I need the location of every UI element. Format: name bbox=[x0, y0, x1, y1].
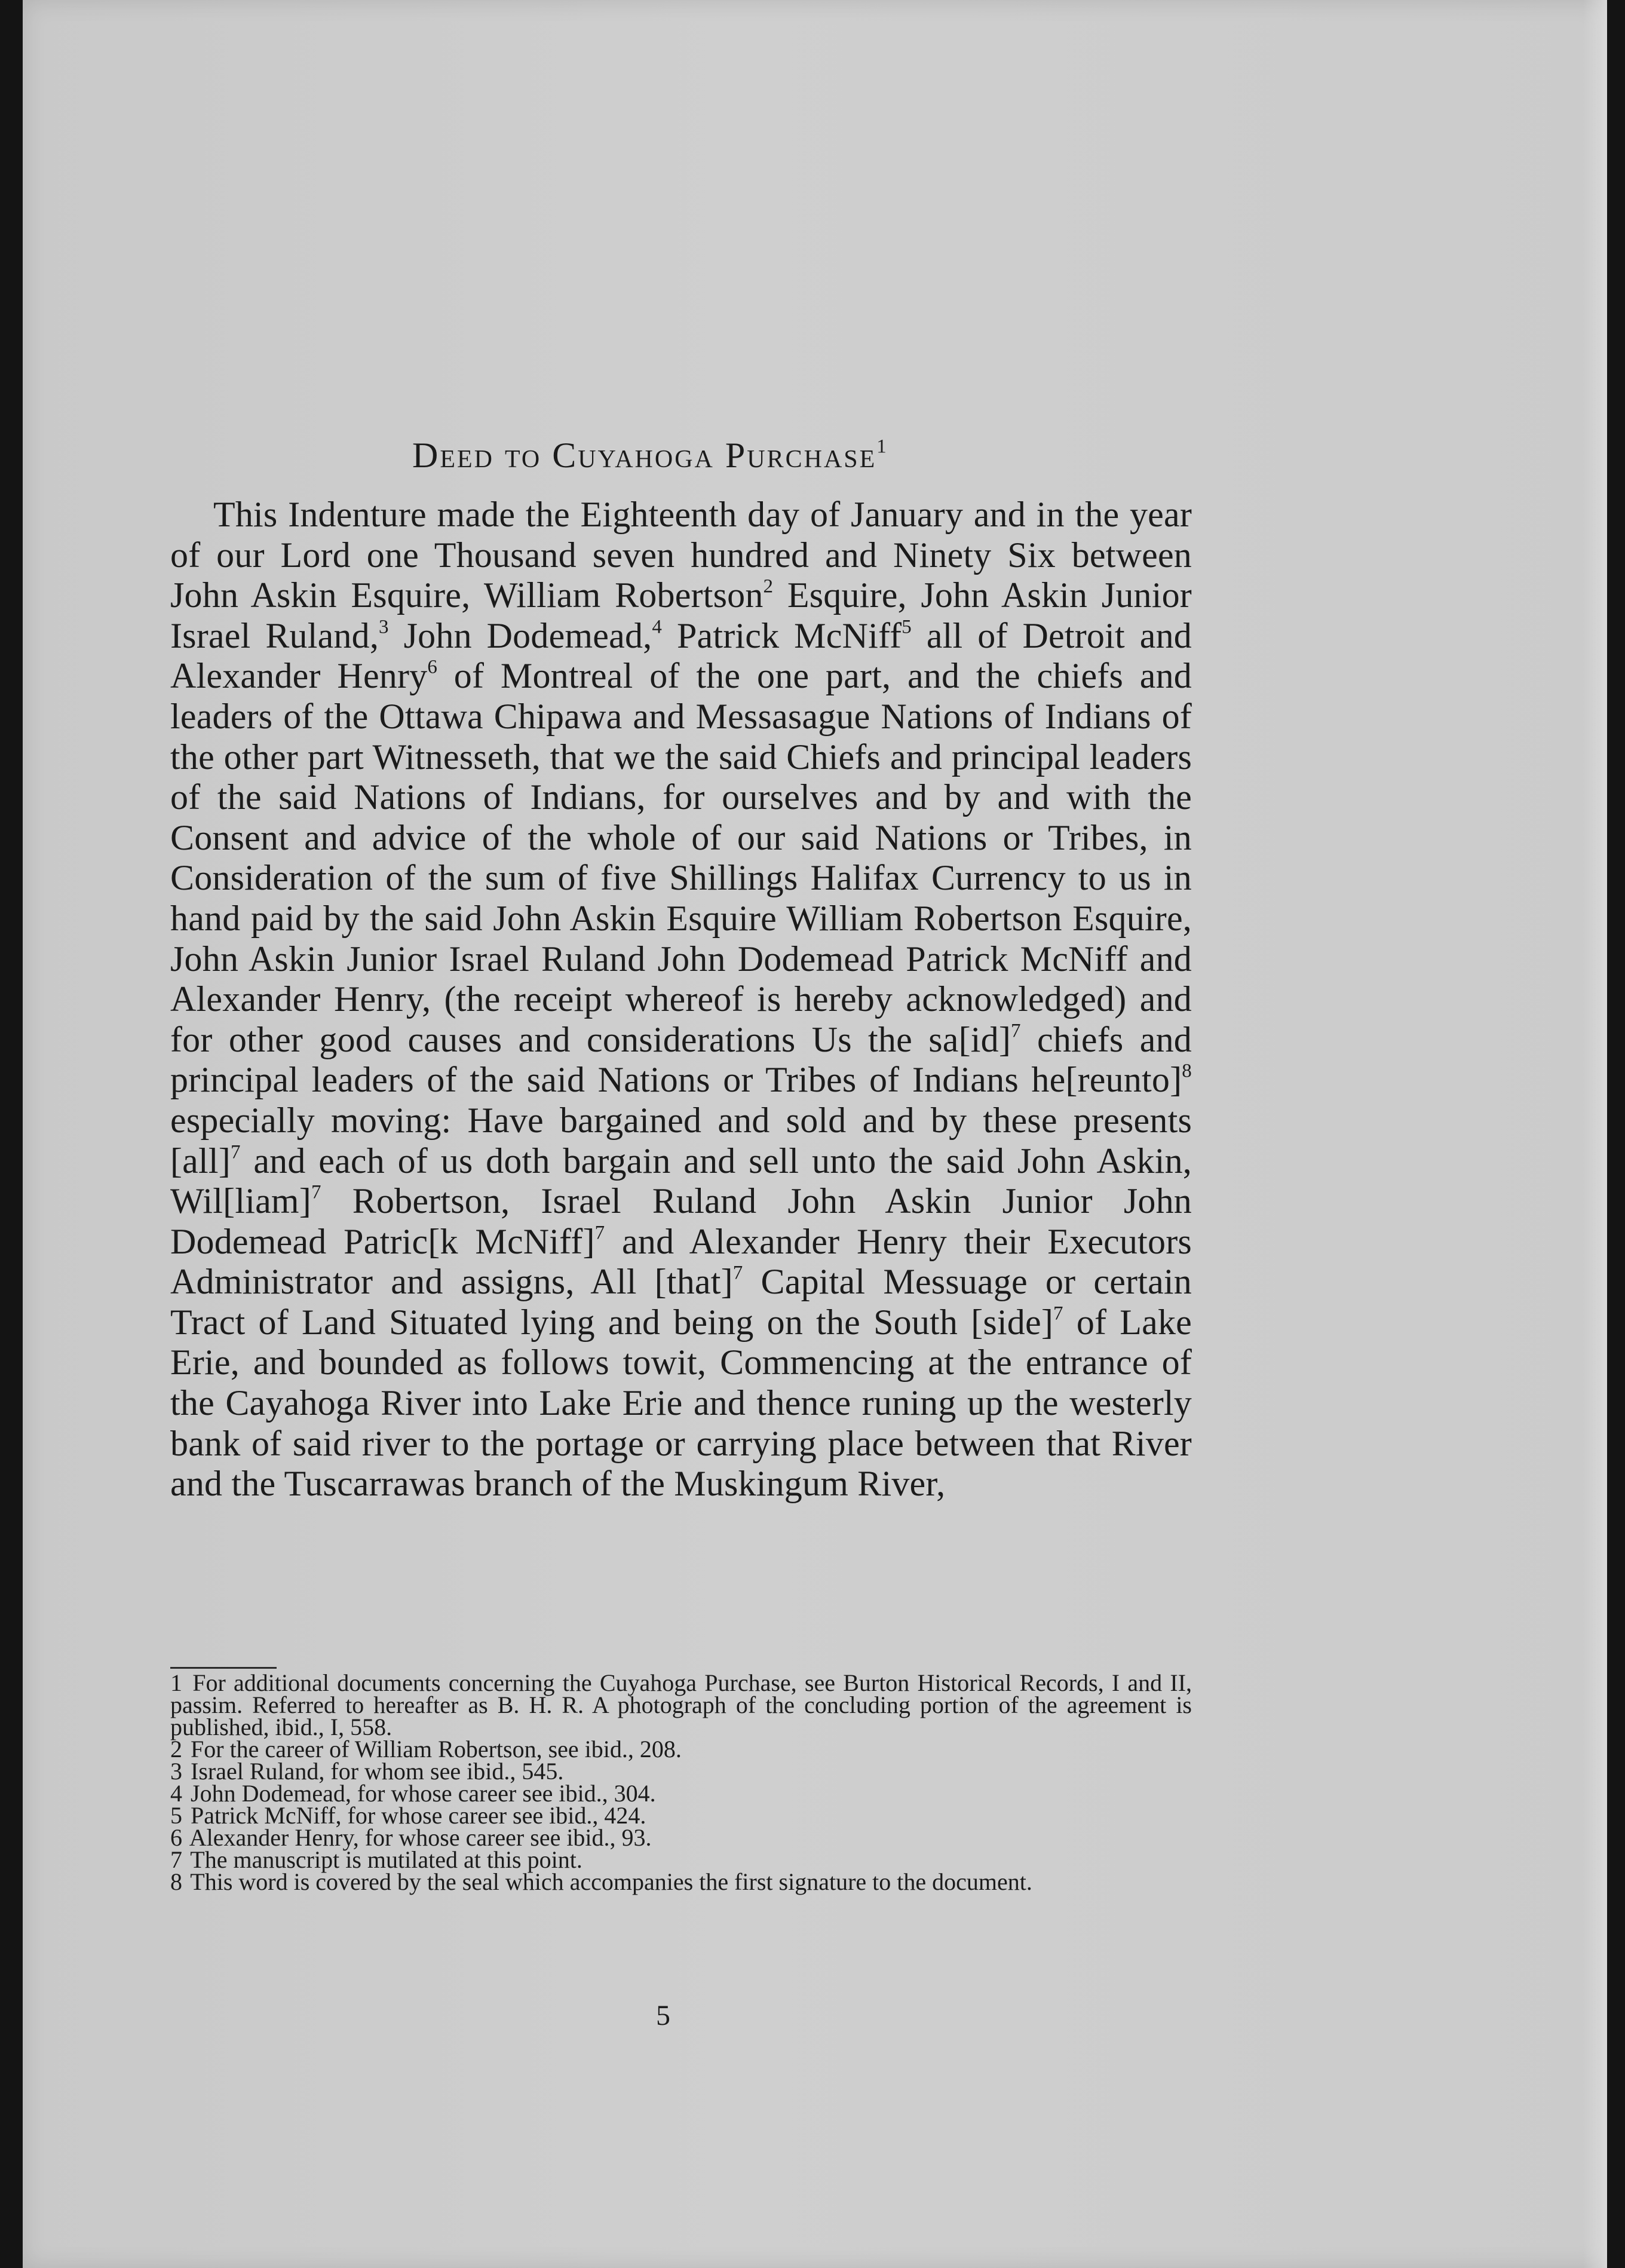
footnote-3 bbox=[170, 1758, 1192, 1785]
body-text-segment: chiefs and principal leaders of the said Nations or Tribes of Indians he[reunto] bbox=[170, 1019, 1192, 1100]
body-text-segment: Patrick McNiff bbox=[662, 615, 902, 655]
body-text-segment: especially moving: Have bargained and sold and by these presents [all] bbox=[170, 1100, 1192, 1181]
footnote-marker: 7 bbox=[311, 1181, 321, 1203]
footnote-number: 3 bbox=[170, 1758, 182, 1785]
footnote-4 bbox=[170, 1780, 1192, 1807]
footnote-5 bbox=[170, 1802, 1192, 1829]
footnote-marker: 7 bbox=[732, 1262, 743, 1284]
footnote-marker: 2 bbox=[763, 575, 774, 597]
footnote-1 bbox=[170, 1669, 1192, 1740]
footnote-marker: 7 bbox=[230, 1141, 241, 1163]
footnote-marker: 3 bbox=[379, 616, 389, 638]
body-text-segment: Esquire, John Askin Junior Israel Ruland, bbox=[170, 575, 1192, 655]
footnote-number: 5 bbox=[170, 1802, 182, 1829]
footnote-text: For the career of William Robertson, see ibid., 208. bbox=[191, 1736, 682, 1763]
footnote-text: For additional documents concerning the Cuyahoga Purchase, see Burton Historical Records, I and II, passim. Referred to hereafter as B. H. R. A photograph of the concluding portion of the agreement is published, ibid., I, 558. bbox=[170, 1669, 1192, 1740]
body-text-segment: of Lake Erie, and bounded as follows towit, Commencing at the entrance of the Cayahoga River into Lake Erie and thence runing up the westerly bank of said river to the portage or carrying place between that River and the Tuscarrawas branch of the Muskingum River, bbox=[170, 1302, 1192, 1504]
body-text-segment: of Montreal of the one part, and the chiefs and leaders of the Ottawa Chipawa and Messasague Nations of Indians of the other part Witnesseth, that we the said Chiefs and principal leaders of the said Nations of Indians, for ourselves and by and with the Consent and advice of the whole of our said Nations or Tribes, in Consideration of the sum of five Shillings Halifax Currency to us in hand paid by the said John Askin Esquire William Robertson Esquire, John Askin Junior Israel Ruland John Dodemead Patrick McNiff and Alexander Henry, (the receipt whereof is hereby acknowledged) and for other good causes and considerations Us the sa[id] bbox=[170, 656, 1192, 1059]
footnote-marker: 7 bbox=[594, 1221, 605, 1243]
footnote-marker: 7 bbox=[1011, 1019, 1021, 1041]
footnote-text: This word is covered by the seal which accompanies the first signature to the document. bbox=[190, 1868, 1032, 1895]
footnote-text: Patrick McNiff, for whose career see ibid., 424. bbox=[191, 1802, 646, 1829]
page-edge-shading bbox=[1583, 0, 1607, 2268]
footnote-text: Alexander Henry, for whose career see ibid., 93. bbox=[189, 1824, 652, 1851]
body-text-segment: John Dodemead, bbox=[388, 615, 652, 655]
title-footnote-marker: 1 bbox=[876, 436, 888, 458]
body-text-segment: This Indenture made the Eighteenth day of January and in the year of our Lord one Thousand seven hundred and Ninety Six between John Askin Esquire, William Robertson bbox=[170, 495, 1192, 615]
footnote-7 bbox=[170, 1846, 1192, 1873]
footnote-marker: 6 bbox=[427, 656, 438, 678]
footnote-number: 8 bbox=[170, 1868, 182, 1895]
body-text-segment: and each of us doth bargain and sell unto the said John Askin, Wil[liam] bbox=[170, 1141, 1192, 1221]
footnotes-section bbox=[170, 1669, 1192, 1895]
footnote-number: 1 bbox=[170, 1669, 182, 1696]
footnote-number: 6 bbox=[170, 1824, 182, 1851]
footnote-number: 7 bbox=[170, 1846, 182, 1873]
body-text-segment: Robertson, Israel Ruland John Askin Junior John Dodemead Patric[k McNiff] bbox=[170, 1181, 1192, 1261]
deed-body-paragraph bbox=[170, 495, 1192, 1504]
footnote-text: John Dodemead, for whose career see ibid., 304. bbox=[191, 1780, 656, 1807]
footnote-number: 2 bbox=[170, 1736, 182, 1763]
body-text-segment: all of Detroit and Alexander Henry bbox=[170, 615, 1192, 696]
body-text-segment: and Alexander Henry their Executors Administrator and assigns, All [that] bbox=[170, 1221, 1192, 1302]
footnote-number: 4 bbox=[170, 1780, 182, 1807]
footnote-text: Israel Ruland, for whom see ibid., 545. bbox=[191, 1758, 564, 1785]
footnote-divider bbox=[170, 1667, 277, 1669]
footnote-text: The manuscript is mutilated at this point. bbox=[190, 1846, 582, 1873]
page-title-text: Deed to Cuyahoga Purchase bbox=[412, 436, 877, 475]
footnote-2 bbox=[170, 1736, 1192, 1763]
footnote-marker: 4 bbox=[652, 616, 663, 638]
footnote-marker: 7 bbox=[1053, 1302, 1063, 1325]
footnote-6 bbox=[170, 1826, 1192, 1849]
body-text-segment: Capital Messuage or certain Tract of Land Situated lying and being on the South [side] bbox=[170, 1262, 1192, 1342]
page-number: 5 bbox=[656, 2000, 670, 2031]
footnote-8 bbox=[170, 1868, 1192, 1895]
footnote-marker: 8 bbox=[1182, 1060, 1192, 1082]
footnote-marker: 5 bbox=[902, 616, 912, 638]
page-title bbox=[412, 435, 1189, 476]
